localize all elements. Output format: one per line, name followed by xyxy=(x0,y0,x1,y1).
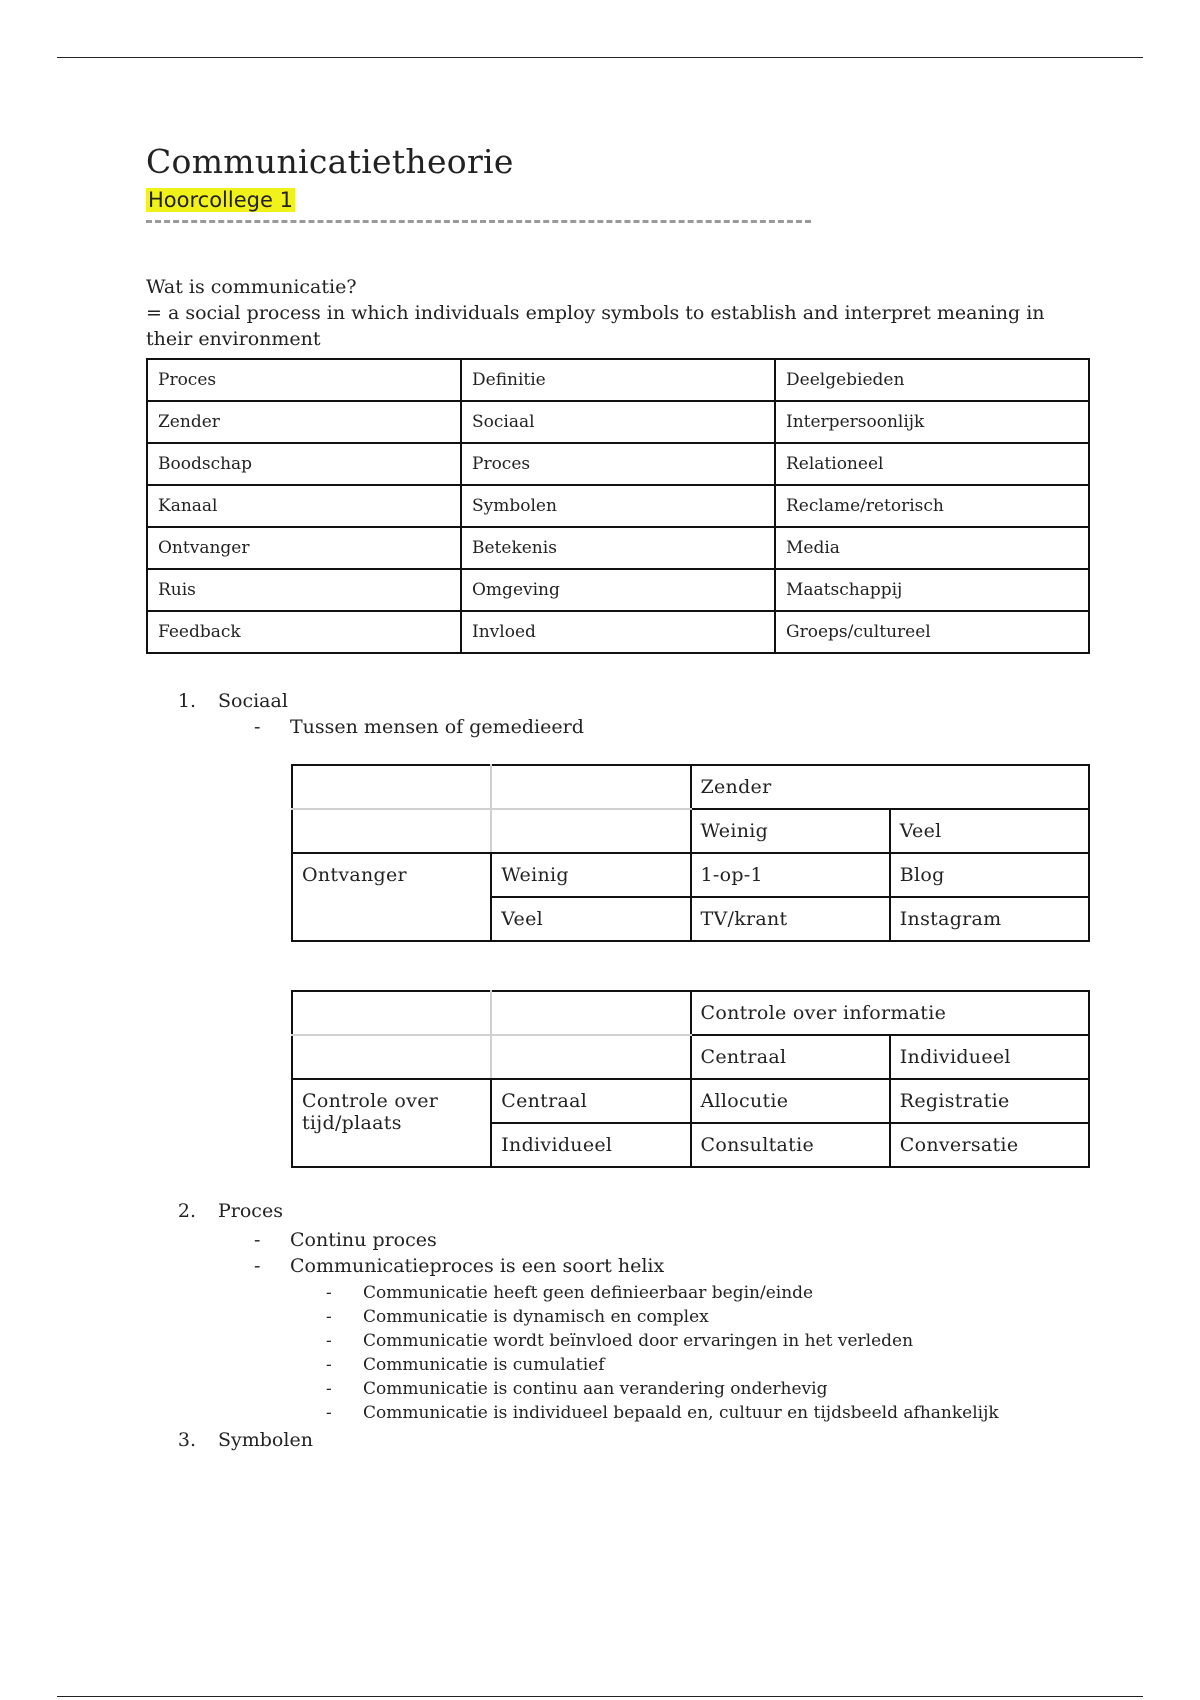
table-cell: Blog xyxy=(890,853,1089,897)
column-header: Weinig xyxy=(691,809,890,853)
table-row xyxy=(147,443,1089,485)
column-header: Centraal xyxy=(691,1035,890,1079)
bullet-text: Communicatie heeft geen definieerbaar begin/einde xyxy=(363,1283,814,1303)
intro-definition: = a social process in which individuals employ symbols to establish and interpret meaning in their environment xyxy=(146,302,1045,350)
table-row xyxy=(147,611,1089,653)
section-title: Symbolen xyxy=(218,1429,313,1451)
table-cell: Groeps/cultureel xyxy=(775,611,1089,653)
table-cell: Proces xyxy=(461,443,775,485)
table-cell: Betekenis xyxy=(461,527,775,569)
bullet-text: Continu proces xyxy=(290,1229,437,1251)
empty-cell xyxy=(292,765,491,809)
section-number: 2. xyxy=(177,1200,196,1222)
table-row xyxy=(292,809,1089,853)
table-cell: Registratie xyxy=(890,1079,1089,1123)
empty-cell xyxy=(292,1035,491,1079)
table-cell: Deelgebieden xyxy=(775,359,1089,401)
overview-table xyxy=(146,358,1090,654)
table-cell: Consultatie xyxy=(691,1123,890,1167)
table-row xyxy=(147,527,1089,569)
table-row xyxy=(292,1035,1089,1079)
header-rule xyxy=(57,57,1143,58)
intro xyxy=(146,274,1076,352)
table-cell: Omgeving xyxy=(461,569,775,611)
empty-cell xyxy=(491,1035,690,1079)
section-title: Proces xyxy=(218,1200,283,1222)
empty-cell xyxy=(491,765,690,809)
bullet-text: Tussen mensen of gemedieerd xyxy=(290,716,584,738)
bullet-text: Communicatie is continu aan verandering onderhevig xyxy=(363,1379,828,1399)
section-number: 1. xyxy=(177,690,196,712)
table-row xyxy=(147,359,1089,401)
table-cell: Zender xyxy=(147,401,461,443)
row-header: Individueel xyxy=(491,1123,690,1167)
bullet-dash: - xyxy=(326,1307,332,1327)
table-cell: Ontvanger xyxy=(147,527,461,569)
bullet-dash: - xyxy=(254,716,261,738)
table-cell: TV/krant xyxy=(691,897,890,941)
table-cell: Proces xyxy=(147,359,461,401)
table-row xyxy=(147,401,1089,443)
table-cell: Interpersoonlijk xyxy=(775,401,1089,443)
empty-cell xyxy=(292,991,491,1035)
subtitle xyxy=(146,188,295,212)
table-cell: Invloed xyxy=(461,611,775,653)
bullet-dash: - xyxy=(326,1403,332,1423)
table-cell: Allocutie xyxy=(691,1079,890,1123)
section-number: 3. xyxy=(177,1429,196,1451)
table-cell: Conversatie xyxy=(890,1123,1089,1167)
table-cell: Sociaal xyxy=(461,401,775,443)
table-row xyxy=(292,1079,1089,1123)
empty-cell xyxy=(491,991,690,1035)
zender-ontvanger-table xyxy=(291,764,1090,942)
table-cell: Feedback xyxy=(147,611,461,653)
row-header: Centraal xyxy=(491,1079,690,1123)
bullet-text: Communicatie is cumulatief xyxy=(363,1355,605,1375)
empty-cell xyxy=(292,809,491,853)
page-title: Communicatietheorie xyxy=(146,142,514,181)
bullet-text: Communicatieproces is een soort helix xyxy=(290,1255,665,1277)
intro-question: Wat is communicatie? xyxy=(146,276,357,298)
subtitle-highlight: Hoorcollege 1 xyxy=(148,188,293,212)
table-cell: Maatschappij xyxy=(775,569,1089,611)
table-cell: Symbolen xyxy=(461,485,775,527)
table-row xyxy=(292,765,1089,809)
row-header: Veel xyxy=(491,897,690,941)
column-header: Individueel xyxy=(890,1035,1089,1079)
table-cell: Media xyxy=(775,527,1089,569)
table-cell: Relationeel xyxy=(775,443,1089,485)
table-cell: 1-op-1 xyxy=(691,853,890,897)
table-row xyxy=(147,485,1089,527)
column-header: Veel xyxy=(890,809,1089,853)
bullet-text: Communicatie wordt beïnvloed door ervaringen in het verleden xyxy=(363,1331,914,1351)
controle-table xyxy=(291,990,1090,1168)
table-header: Zender xyxy=(691,765,1090,809)
bullet-dash: - xyxy=(326,1331,332,1351)
bullet-dash: - xyxy=(326,1379,332,1399)
table-cell: Definitie xyxy=(461,359,775,401)
table-cell: Instagram xyxy=(890,897,1089,941)
table-header: Controle over informatie xyxy=(691,991,1090,1035)
row-group-label: Controle over tijd/plaats xyxy=(292,1079,491,1167)
table-cell: Kanaal xyxy=(147,485,461,527)
row-group-label: Ontvanger xyxy=(292,853,491,941)
bullet-dash: - xyxy=(326,1283,332,1303)
section-title: Sociaal xyxy=(218,690,288,712)
table-cell: Ruis xyxy=(147,569,461,611)
empty-cell xyxy=(491,809,690,853)
dashed-divider xyxy=(146,220,811,223)
row-header: Weinig xyxy=(491,853,690,897)
footer-rule xyxy=(57,1696,1143,1697)
bullet-text: Communicatie is individueel bepaald en, cultuur en tijdsbeeld afhankelijk xyxy=(363,1403,999,1423)
bullet-text: Communicatie is dynamisch en complex xyxy=(363,1307,709,1327)
table-row xyxy=(292,853,1089,897)
table-cell: Reclame/retorisch xyxy=(775,485,1089,527)
bullet-dash: - xyxy=(326,1355,332,1375)
table-row xyxy=(292,991,1089,1035)
bullet-dash: - xyxy=(254,1229,261,1251)
table-row xyxy=(147,569,1089,611)
bullet-dash: - xyxy=(254,1255,261,1277)
table-cell: Boodschap xyxy=(147,443,461,485)
